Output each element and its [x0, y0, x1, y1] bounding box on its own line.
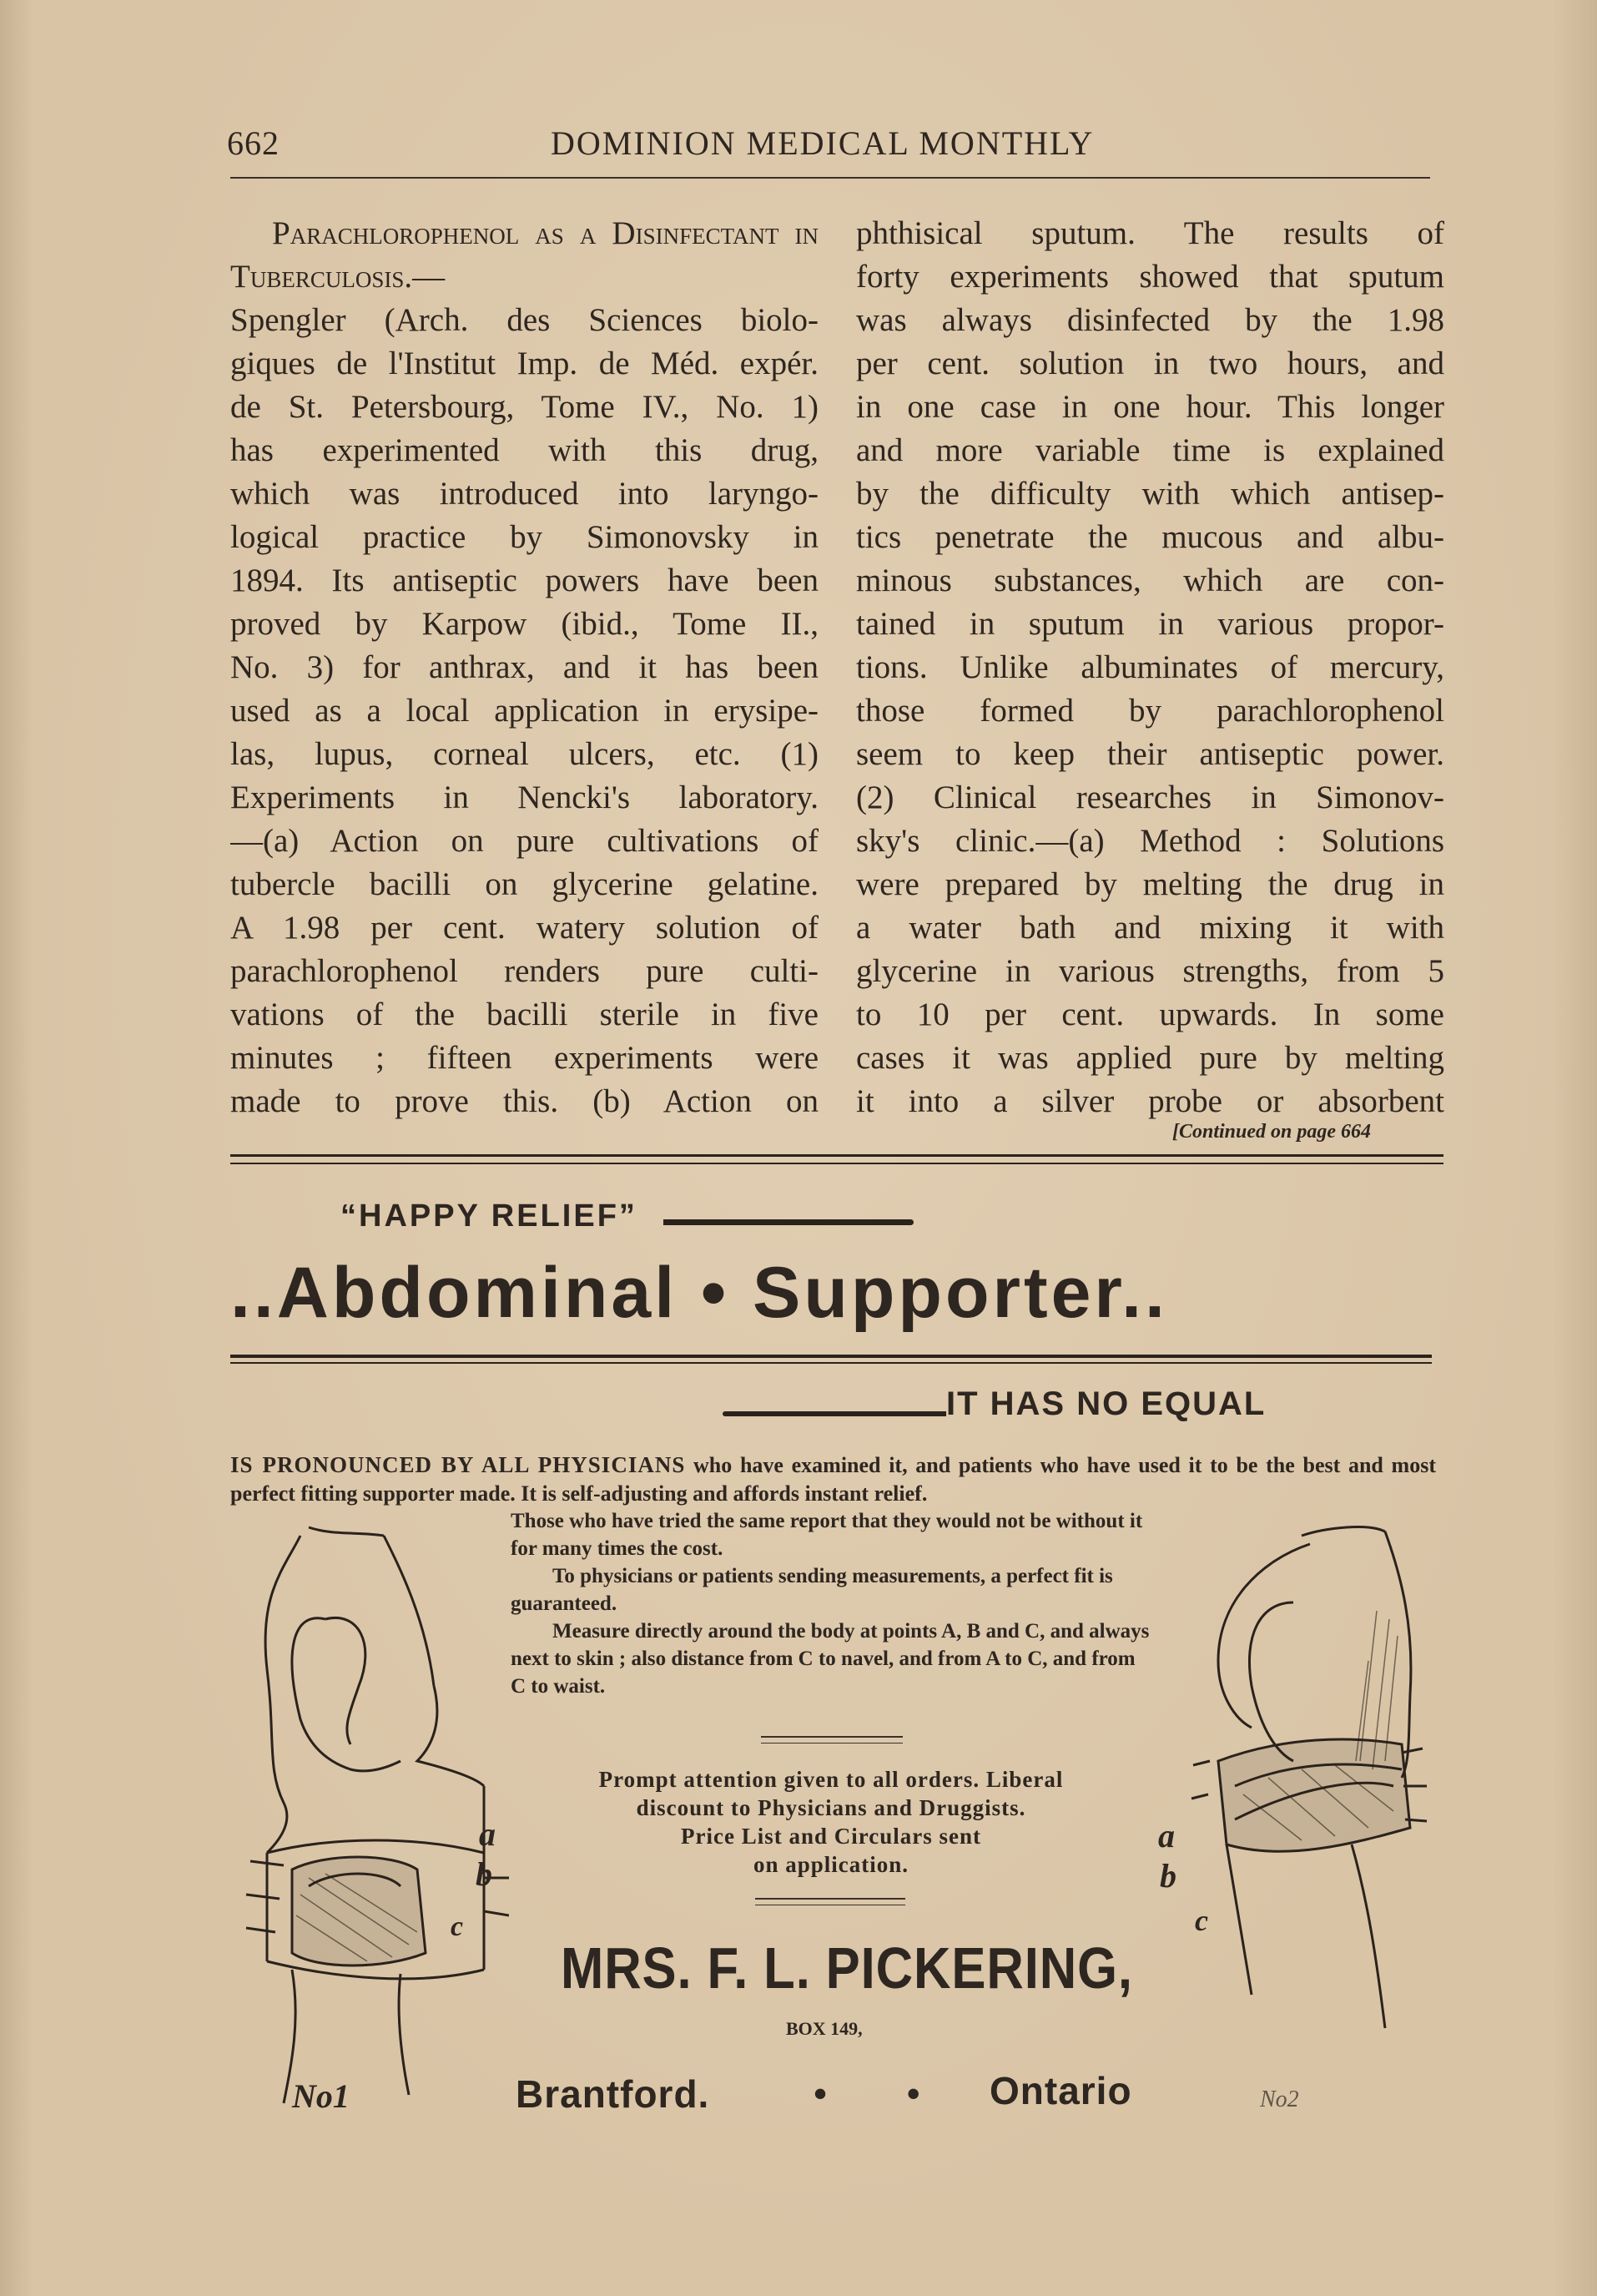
- title-rule-thin: [230, 1362, 1432, 1364]
- article-line: proved by Karpow (ibid., Tome II.,: [230, 606, 819, 642]
- article-line: seem to keep their antiseptic power.: [856, 736, 1444, 772]
- advertiser-name: MRS. F. L. PICKERING,: [561, 1935, 1133, 2001]
- right-column-lines: [856, 212, 1444, 1123]
- article-line: giques de l'Institut Imp. de Méd. expér.: [230, 346, 819, 381]
- ad-kicker: “HAPPY RELIEF”: [340, 1198, 637, 1234]
- ad-offer: [511, 1765, 1151, 1879]
- figure-2-point-b: b: [1160, 1857, 1176, 1895]
- advertiser-box: BOX 149,: [786, 2018, 863, 2039]
- ad-offer-line: Prompt attention given to all orders. Liberal: [598, 1767, 1064, 1792]
- article-line: tubercle bacilli on glycerine gelatine.: [230, 866, 819, 902]
- article-line: Experiments in Nencki's laboratory.: [230, 780, 819, 815]
- article-line: tics penetrate the mucous and albu-: [856, 519, 1444, 555]
- article-line: it into a silver probe or absorbent: [856, 1083, 1444, 1119]
- section-rule-thin: [230, 1163, 1443, 1164]
- article-line: per cent. solution in two hours, and: [856, 346, 1444, 381]
- article-line: 1894. Its antiseptic powers have been: [230, 563, 819, 598]
- article-line: by the difficulty with which antisep-: [856, 476, 1444, 512]
- advertiser-town: Brantford.: [516, 2072, 710, 2116]
- article-line: de St. Petersbourg, Tome IV., No. 1): [230, 389, 819, 425]
- article-line: and more variable time is explained: [856, 432, 1444, 468]
- ad-offer-line: discount to Physicians and Druggists.: [636, 1795, 1026, 1820]
- running-head: DOMINION MEDICAL MONTHLY: [551, 124, 1095, 162]
- ad-offer-line: Price List and Circulars sent: [681, 1824, 981, 1849]
- article-line: sky's clinic.—(a) Method : Solutions: [856, 823, 1444, 859]
- tagline-bar: [723, 1411, 946, 1416]
- ad-lead-rest: who have examined it, and patients who have used it to be the best and most perfect fitting supporter made. It is self-adjusting and affords instant relief.: [230, 1453, 1436, 1506]
- separator-dots: • •: [814, 2072, 955, 2115]
- article-line: was always disinfected by the 1.98: [856, 302, 1444, 338]
- left-column-lines: [230, 299, 819, 1123]
- article-line: phthisical sputum. The results of: [856, 215, 1444, 251]
- ad-title: ..Abdominal • Supporter..: [230, 1253, 1168, 1333]
- article-line: in one case in one hour. This longer: [856, 389, 1444, 425]
- ad-lead-paragraph: [230, 1451, 1436, 1508]
- ad-body: [511, 1507, 1151, 1700]
- article-line: minutes ; fifteen experiments were: [230, 1040, 819, 1076]
- article-line: has experimented with this drug,: [230, 432, 819, 468]
- ad-body-paragraph: Measure directly around the body at points A, B and C, and always next to skin ; also distance from C to navel, and from A to C, and from C to waist.: [511, 1620, 1150, 1698]
- article-heading: [230, 212, 819, 299]
- article-line: Spengler (Arch. des Sciences biolo-: [230, 302, 819, 338]
- ad-tagline: IT HAS NO EQUAL: [946, 1385, 1267, 1422]
- kicker-bar: [663, 1219, 914, 1225]
- divider: [755, 1898, 905, 1900]
- article-line: a water bath and mixing it with: [856, 910, 1444, 946]
- figure-2-point-c: c: [1195, 1904, 1208, 1937]
- article-line: were prepared by melting the drug in: [856, 866, 1444, 902]
- article-line: las, lupus, corneal ulcers, etc. (1): [230, 736, 819, 772]
- ad-body-paragraph: To physicians or patients sending measurements, a perfect fit is guaranteed.: [511, 1565, 1113, 1615]
- title-rule: [230, 1355, 1432, 1358]
- figure-1-point-c: c: [451, 1911, 464, 1942]
- article-line: —(a) Action on pure cultivations of: [230, 823, 819, 859]
- ad-body-paragraph: Those who have tried the same report that they would not be without it for many times the cost.: [511, 1510, 1143, 1560]
- article-line: parachlorophenol renders pure culti-: [230, 953, 819, 989]
- article-line: those formed by parachlorophenol: [856, 693, 1444, 729]
- section-rule: [230, 1154, 1443, 1157]
- article-left-column: [230, 212, 819, 1123]
- article-heading-text: Parachlorophenol as a Disinfectant in Tuberculosis.—: [230, 215, 819, 295]
- ad-offer-line: on application.: [753, 1852, 909, 1877]
- divider: [761, 1736, 903, 1738]
- article-line: glycerine in various strengths, from 5: [856, 953, 1444, 989]
- page-number: 662: [227, 124, 280, 162]
- article-line: tions. Unlike albuminates of mercury,: [856, 649, 1444, 685]
- article-line: A 1.98 per cent. watery solution of: [230, 910, 819, 946]
- article-line: minous substances, which are con-: [856, 563, 1444, 598]
- article-line: tained in sputum in various propor-: [856, 606, 1444, 642]
- article-line: No. 3) for anthrax, and it has been: [230, 649, 819, 685]
- figure-2-point-a: a: [1158, 1817, 1175, 1854]
- figure-2-illustration: [1185, 1511, 1435, 2112]
- figure-1-label: No1: [292, 2077, 350, 2115]
- article-line: made to prove this. (b) Action on: [230, 1083, 819, 1119]
- article-line: forty experiments showed that sputum: [856, 259, 1444, 295]
- figure-1-point-b: b: [476, 1855, 492, 1893]
- article-line: logical practice by Simonovsky in: [230, 519, 819, 555]
- ad-lead-caps: IS PRONOUNCED BY ALL PHYSICIANS: [230, 1452, 686, 1477]
- figure-1-illustration: [234, 1519, 509, 2120]
- header-rule: [230, 177, 1430, 179]
- article-line: used as a local application in erysipe-: [230, 693, 819, 729]
- article-line: which was introduced into laryngo-: [230, 476, 819, 512]
- figure-2-label: No2: [1260, 2087, 1299, 2112]
- article-line: cases it was applied pure by melting: [856, 1040, 1444, 1076]
- advertiser-province: Ontario: [990, 2069, 1132, 2112]
- continued-note: [Continued on page 664: [1172, 1121, 1372, 1143]
- article-line: vations of the bacilli sterile in five: [230, 997, 819, 1032]
- article-line: (2) Clinical researches in Simonov-: [856, 780, 1444, 815]
- article-line: to 10 per cent. upwards. In some: [856, 997, 1444, 1032]
- figure-1-point-a: a: [479, 1815, 496, 1853]
- article-right-column: [856, 212, 1444, 1123]
